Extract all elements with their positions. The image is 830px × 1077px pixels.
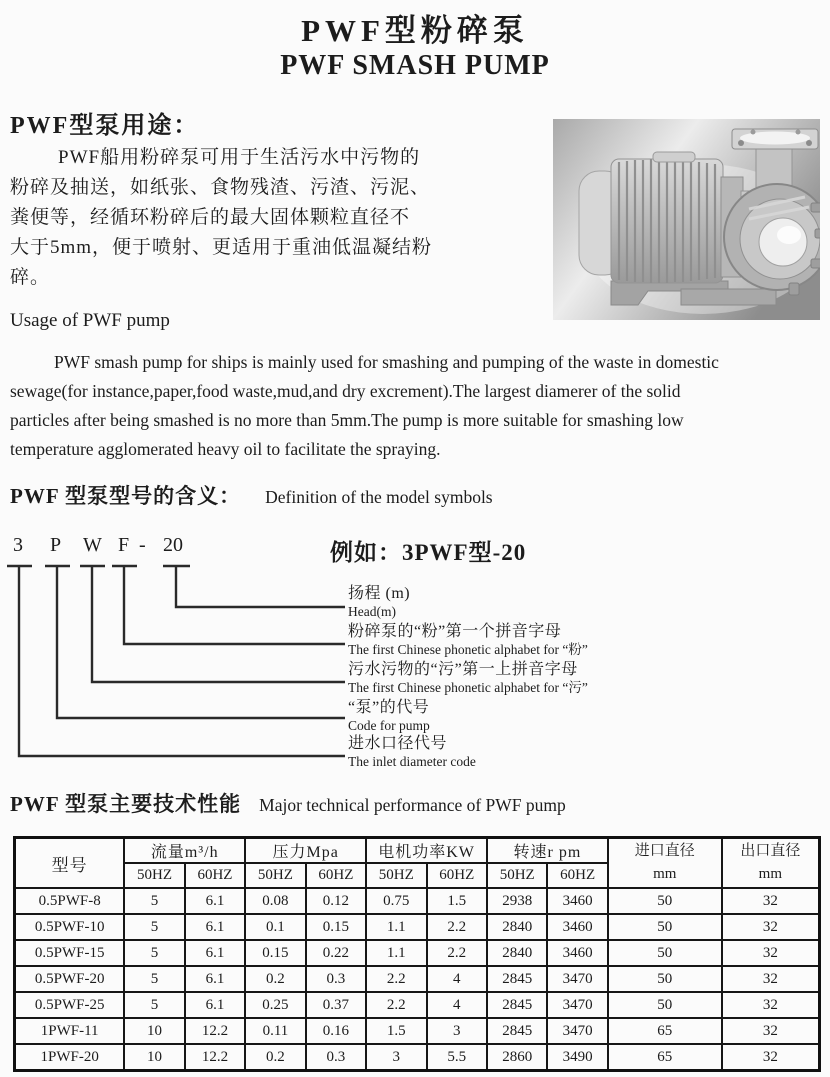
value-cell: 6.1: [185, 992, 245, 1018]
value-cell: 2.2: [366, 966, 426, 992]
value-cell: 0.15: [245, 940, 305, 966]
value-cell: 4: [427, 966, 487, 992]
value-cell: 2840: [487, 914, 547, 940]
value-cell: 2.2: [366, 992, 426, 1018]
value-cell: 0.3: [306, 966, 366, 992]
paragraph-line: PWF smash pump for ships is mainly used for smashing and pumping of the waste in domestic: [54, 352, 719, 372]
model-label-inlet-code: [348, 734, 476, 770]
model-label-zh: 粉碎泵的“粉”第一个拼音字母: [348, 623, 562, 640]
model-definition-heading: [10, 480, 493, 510]
model-label-wu: [348, 660, 588, 696]
paragraph-line: 粪便等，经循环粉碎后的最大固体颗粒直径不: [10, 207, 411, 228]
value-cell: 5: [124, 888, 184, 914]
pump-photo: [553, 119, 820, 320]
value-cell: 2840: [487, 940, 547, 966]
header-inlet-line1: 进口直径: [634, 843, 695, 859]
table-row: [15, 966, 820, 992]
value-cell: 50: [608, 992, 722, 1018]
paragraph-line: 碎。: [10, 267, 51, 288]
table-row: [15, 940, 820, 966]
model-cell: 0.5PWF-20: [15, 966, 125, 992]
value-cell: 3: [427, 1018, 487, 1044]
header-freq: 50HZ: [124, 863, 184, 888]
paragraph-line: temperature agglomerated heavy oil to facilitate the spraying.: [10, 439, 441, 459]
usage-heading-zh: PWF型泵用途：: [10, 113, 200, 139]
paragraph-line: particles after being smashed is no more than 5mm.The pump is more suitable for smashing low: [10, 410, 684, 430]
paragraph-line: 粉碎及抽送，如纸张、食物残渣、污渣、污泥、: [10, 177, 431, 198]
header-model: 型号: [15, 838, 125, 889]
header-inlet-diameter: [608, 838, 722, 889]
table-row: [15, 992, 820, 1018]
value-cell: 3470: [547, 992, 607, 1018]
model-symbol-3: 3: [13, 534, 23, 556]
value-cell: 5: [124, 992, 184, 1018]
value-cell: 50: [608, 966, 722, 992]
value-cell: 0.2: [245, 966, 305, 992]
value-cell: 2860: [487, 1044, 547, 1071]
model-label-en: The inlet diameter code: [348, 754, 476, 769]
paragraph-line: PWF船用粉碎泵可用于生活污水中污物的: [58, 147, 421, 168]
table-row: [15, 1044, 820, 1071]
value-cell: 32: [722, 1044, 820, 1071]
value-cell: 1.1: [366, 914, 426, 940]
header-outlet-line1: 出口直径: [740, 843, 801, 859]
value-cell: 50: [608, 888, 722, 914]
paragraph-line: 大于5mm，便于喷射、更适用于重油低温凝结粉: [10, 237, 433, 258]
header-inlet-line2: mm: [653, 866, 677, 882]
value-cell: 3460: [547, 914, 607, 940]
page-title-en: PWF SMASH PUMP: [280, 50, 550, 81]
performance-heading-zh: PWF 型泵主要技术性能: [10, 792, 242, 816]
paragraph-line: sewage(for instance,paper,food waste,mud,and dry excrement).The largest diamerer of the solid: [10, 381, 681, 401]
value-cell: 2845: [487, 966, 547, 992]
value-cell: 1.1: [366, 940, 426, 966]
performance-heading-en: Major technical performance of PWF pump: [259, 795, 566, 815]
value-cell: 32: [722, 914, 820, 940]
header-outlet-line2: mm: [758, 866, 783, 882]
header-freq: 60HZ: [306, 863, 366, 888]
value-cell: 2938: [487, 888, 547, 914]
value-cell: 2.2: [427, 940, 487, 966]
value-cell: 32: [722, 966, 820, 992]
header-speed: 转速r pm: [487, 838, 608, 864]
header-pressure: 压力Mpa: [245, 838, 366, 864]
model-heading-en: Definition of the model symbols: [265, 487, 493, 507]
document-header: [0, 12, 830, 82]
table-row: [15, 914, 820, 940]
header-freq: 50HZ: [487, 863, 547, 888]
value-cell: 0.25: [245, 992, 305, 1018]
performance-heading: [10, 788, 566, 818]
value-cell: 32: [722, 940, 820, 966]
value-cell: 3460: [547, 940, 607, 966]
value-cell: 12.2: [185, 1044, 245, 1071]
model-symbol-diagram: [0, 530, 830, 786]
value-cell: 5: [124, 914, 184, 940]
header-motor-power: 电机功率KW: [366, 838, 487, 864]
model-cell: 0.5PWF-25: [15, 992, 125, 1018]
model-label-head: [348, 584, 410, 620]
model-symbol-p: P: [50, 534, 62, 556]
value-cell: 32: [722, 1018, 820, 1044]
value-cell: 2845: [487, 1018, 547, 1044]
model-heading-zh: PWF 型泵型号的含义：: [10, 484, 242, 508]
value-cell: 6.1: [185, 966, 245, 992]
value-cell: 0.37: [306, 992, 366, 1018]
value-cell: 0.22: [306, 940, 366, 966]
model-symbol-f: F: [118, 534, 130, 556]
value-cell: 0.11: [245, 1018, 305, 1044]
model-cell: 0.5PWF-10: [15, 914, 125, 940]
value-cell: 3490: [547, 1044, 607, 1071]
model-symbol-20: 20: [163, 534, 183, 556]
model-label-en: The first Chinese phonetic alphabet for “粉”: [348, 642, 588, 657]
value-cell: 50: [608, 914, 722, 940]
value-cell: 0.16: [306, 1018, 366, 1044]
usage-paragraph-zh: [10, 143, 470, 293]
model-symbol-w: W: [83, 534, 102, 556]
value-cell: 0.15: [306, 914, 366, 940]
model-symbol-dash: -: [139, 534, 146, 556]
header-freq: 60HZ: [547, 863, 607, 888]
model-label-en: The first Chinese phonetic alphabet for “污”: [348, 680, 588, 695]
value-cell: 2845: [487, 992, 547, 1018]
value-cell: 2.2: [427, 914, 487, 940]
value-cell: 3470: [547, 966, 607, 992]
model-label-zh: 扬程 (m): [348, 585, 411, 602]
value-cell: 0.12: [306, 888, 366, 914]
value-cell: 32: [722, 992, 820, 1018]
performance-table: [13, 836, 821, 1072]
usage-heading-en: Usage of PWF pump: [10, 310, 170, 331]
value-cell: 5.5: [427, 1044, 487, 1071]
header-flow: 流量m³/h: [124, 838, 245, 864]
model-cell: 1PWF-20: [15, 1044, 125, 1071]
value-cell: 5: [124, 940, 184, 966]
model-label-pump-code: [348, 698, 430, 734]
value-cell: 10: [124, 1044, 184, 1071]
table-row: [15, 888, 820, 914]
table-header-row-groups: [15, 838, 820, 864]
value-cell: 0.3: [306, 1044, 366, 1071]
performance-table-body: [15, 888, 820, 1071]
model-label-en: Head(m): [348, 604, 396, 619]
value-cell: 3470: [547, 1018, 607, 1044]
page-title-zh: PWF型粉碎泵: [301, 13, 529, 48]
value-cell: 65: [608, 1044, 722, 1071]
pump-illustration: [553, 119, 820, 320]
model-label-zh: 污水污物的“污”第一上拼音字母: [348, 661, 578, 678]
header-freq: 50HZ: [366, 863, 426, 888]
value-cell: 0.75: [366, 888, 426, 914]
value-cell: 32: [722, 888, 820, 914]
value-cell: 0.08: [245, 888, 305, 914]
header-freq: 60HZ: [185, 863, 245, 888]
value-cell: 1.5: [427, 888, 487, 914]
value-cell: 6.1: [185, 888, 245, 914]
model-label-zh: 进水口径代号: [348, 735, 448, 752]
value-cell: 50: [608, 940, 722, 966]
value-cell: 0.2: [245, 1044, 305, 1071]
value-cell: 6.1: [185, 914, 245, 940]
model-label-en: Code for pump: [348, 718, 430, 733]
value-cell: 3460: [547, 888, 607, 914]
model-label-zh: “泵”的代号: [348, 699, 430, 716]
value-cell: 1.5: [366, 1018, 426, 1044]
model-example: 例如：3PWF型-20: [330, 540, 527, 565]
usage-paragraph-en: [10, 348, 825, 464]
value-cell: 12.2: [185, 1018, 245, 1044]
table-row: [15, 1018, 820, 1044]
model-label-fen: [348, 622, 588, 658]
model-cell: 0.5PWF-8: [15, 888, 125, 914]
value-cell: 5: [124, 966, 184, 992]
model-cell: 1PWF-11: [15, 1018, 125, 1044]
value-cell: 6.1: [185, 940, 245, 966]
header-freq: 50HZ: [245, 863, 305, 888]
model-cell: 0.5PWF-15: [15, 940, 125, 966]
value-cell: 65: [608, 1018, 722, 1044]
header-freq: 60HZ: [427, 863, 487, 888]
value-cell: 10: [124, 1018, 184, 1044]
value-cell: 0.1: [245, 914, 305, 940]
value-cell: 4: [427, 992, 487, 1018]
value-cell: 3: [366, 1044, 426, 1071]
header-outlet-diameter: [722, 838, 820, 889]
